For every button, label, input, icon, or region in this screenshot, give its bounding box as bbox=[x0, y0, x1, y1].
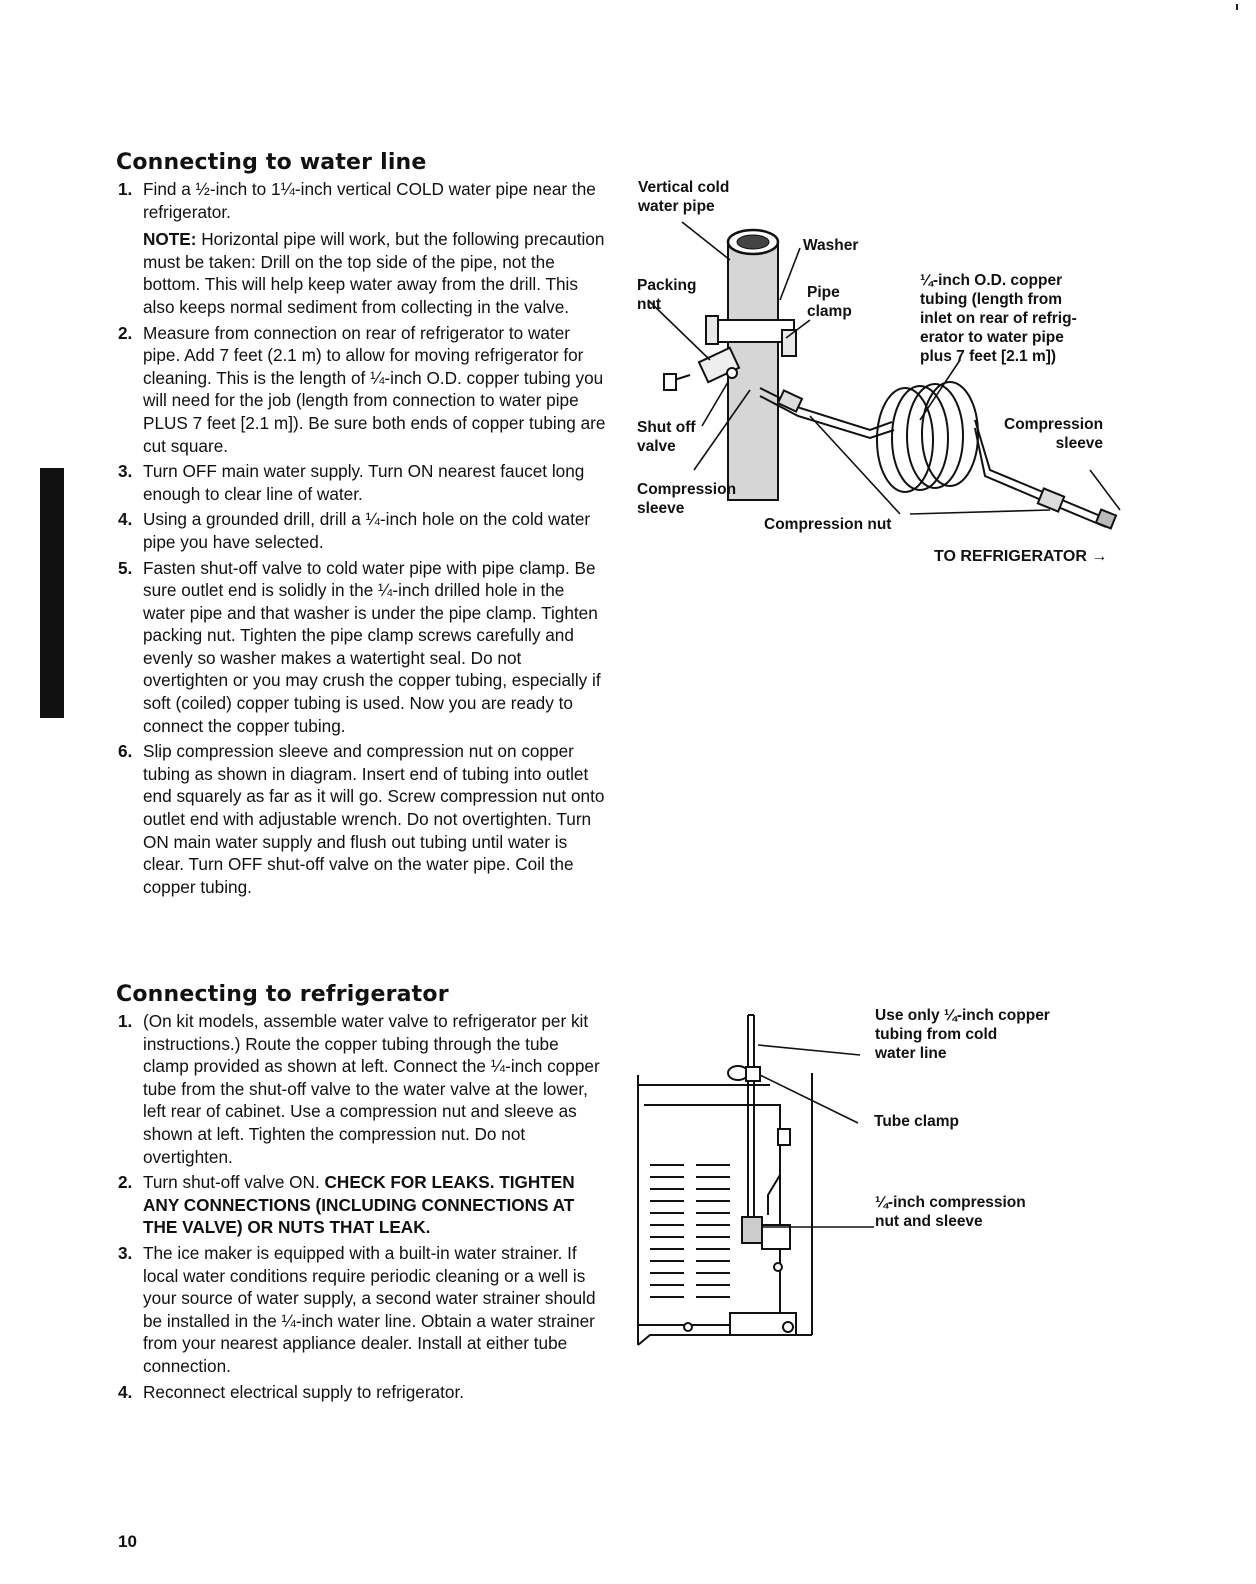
note: NOTE: Horizontal pipe will work, but the following precaution must be taken: Drill on the top side of the pipe, not the bottom. This will help keep water away from the drill. This also keeps normal sediment from collecting in the valve. bbox=[143, 229, 605, 317]
label-washer: Washer bbox=[803, 237, 859, 254]
label-packing-nut: Packing nut bbox=[637, 277, 697, 313]
list-item: 2. Turn shut-off valve ON. CHECK FOR LEAKS. TIGHTEN ANY CONNECTIONS (INCLUDING CONNECTIONS AT THE VALVE) OR NUTS THAT LEAK. bbox=[118, 1172, 575, 1238]
label-to-refrigerator: TO REFRIGERATOR → bbox=[934, 548, 1108, 565]
refrigerator-rear-illustration bbox=[630, 1005, 880, 1355]
corner-mark bbox=[1236, 4, 1238, 10]
section-tab-marker bbox=[40, 468, 64, 718]
list-item: 1. Find a ½-inch to 1¼-inch vertical COLD water pipe near the refrigerator. NOTE: Horizontal pipe will work, but the following precaution must be taken: Drill on the top side of the pipe, not the bottom. This will help keep water away from the drill. This also keeps normal sediment from collecting in the valve. bbox=[118, 179, 605, 317]
label-shut-off-valve: Shut off valve bbox=[637, 419, 696, 455]
list-item: 4. Using a grounded drill, drill a ¼-inch hole on the cold water pipe you have selected. bbox=[118, 509, 591, 552]
list-item: 1. (On kit models, assemble water valve to refrigerator per kit instructions.) Route the copper tubing through the tube clamp provided as shown at left. Connect the ¼-inch copper tube from the shut-off valve to the water valve at the lower, left rear of cabinet. Use a compression nut and sleeve as shown at left. Tighten the compression nut. Do not overtighten. bbox=[118, 1011, 600, 1167]
label-compression-sleeve-right: Compression sleeve bbox=[1004, 416, 1104, 452]
compression-nut-sleeve bbox=[742, 1217, 762, 1243]
instruction-list bbox=[116, 1010, 606, 1403]
label-vertical-pipe: Vertical cold water pipe bbox=[638, 179, 730, 215]
compression-nut-end bbox=[1038, 488, 1064, 511]
label-use-only-copper: Use only ¼-inch copper tubing from cold water line bbox=[875, 1007, 1050, 1062]
label-pipe-clamp: Pipe clamp bbox=[807, 284, 852, 320]
list-item: 6. Slip compression sleeve and compression nut on copper tubing as shown in diagram. Insert end of tubing into outlet end squarely as far as it will go. Screw compression nut onto outlet end with adjustable wrench. Do not overtighten. Turn ON main water supply and flush out tubing until water is clear. Turn OFF shut-off valve on the water pipe. Coil the copper tubing. bbox=[118, 741, 605, 897]
page-number: 10 bbox=[118, 1532, 137, 1551]
label-compression-nut: Compression nut bbox=[764, 516, 892, 533]
list-item: 3. Turn OFF main water supply. Turn ON nearest faucet long enough to clear line of water. bbox=[118, 461, 585, 504]
label-tube-clamp: Tube clamp bbox=[874, 1113, 959, 1130]
list-item: 5. Fasten shut-off valve to cold water pipe with pipe clamp. Be sure outlet end is solidly in the ¼-inch drilled hole in the water pipe and that washer is under the pipe clamp. Tighten packing nut. Tighten the pipe clamp screws carefully and evenly so washer makes a watertight seal. Do not overtighten or you may crush the copper tubing, especially if soft (coiled) copper tubing is used. Now you are ready to connect the copper tubing. bbox=[118, 557, 601, 736]
list-item: 4. Reconnect electrical supply to refrigerator. bbox=[118, 1381, 464, 1402]
instruction-list bbox=[116, 178, 606, 898]
list-item: 2. Measure from connection on rear of refrigerator to water pipe. Add 7 feet (2.1 m) to allow for moving refrigerator for cleaning. This is the length of ¼-inch O.D. copper tubing you will need for the job (length from connection to water pipe PLUS 7 feet [2.1 m]). Be sure both ends of copper tubing are cut square. bbox=[118, 322, 606, 456]
label-compression-nut-sleeve: ¼-inch compression nut and sleeve bbox=[875, 1194, 1026, 1230]
section-connecting-refrigerator bbox=[116, 982, 606, 1403]
condenser-coils bbox=[650, 1165, 730, 1297]
section-title: Connecting to water line bbox=[116, 150, 427, 175]
label-copper-tubing: ¼-inch O.D. copper tubing (length from inlet on rear of refrig- erator to water pipe plus 7 feet [2.1 m]) bbox=[920, 272, 1077, 365]
label-compression-sleeve-left: Compression sleeve bbox=[637, 481, 737, 517]
list-item: 3. The ice maker is equipped with a built-in water strainer. If local water conditions require periodic cleaning or a well is your source of water supply, a second water strainer should be installed in the ¼-inch water line. Obtain a water strainer from your nearest appliance dealer. Install at either tube connection. bbox=[118, 1242, 596, 1376]
tubing-coil bbox=[877, 382, 978, 492]
section-connecting-water-line bbox=[116, 150, 606, 898]
section-title: Connecting to refrigerator bbox=[116, 982, 449, 1007]
